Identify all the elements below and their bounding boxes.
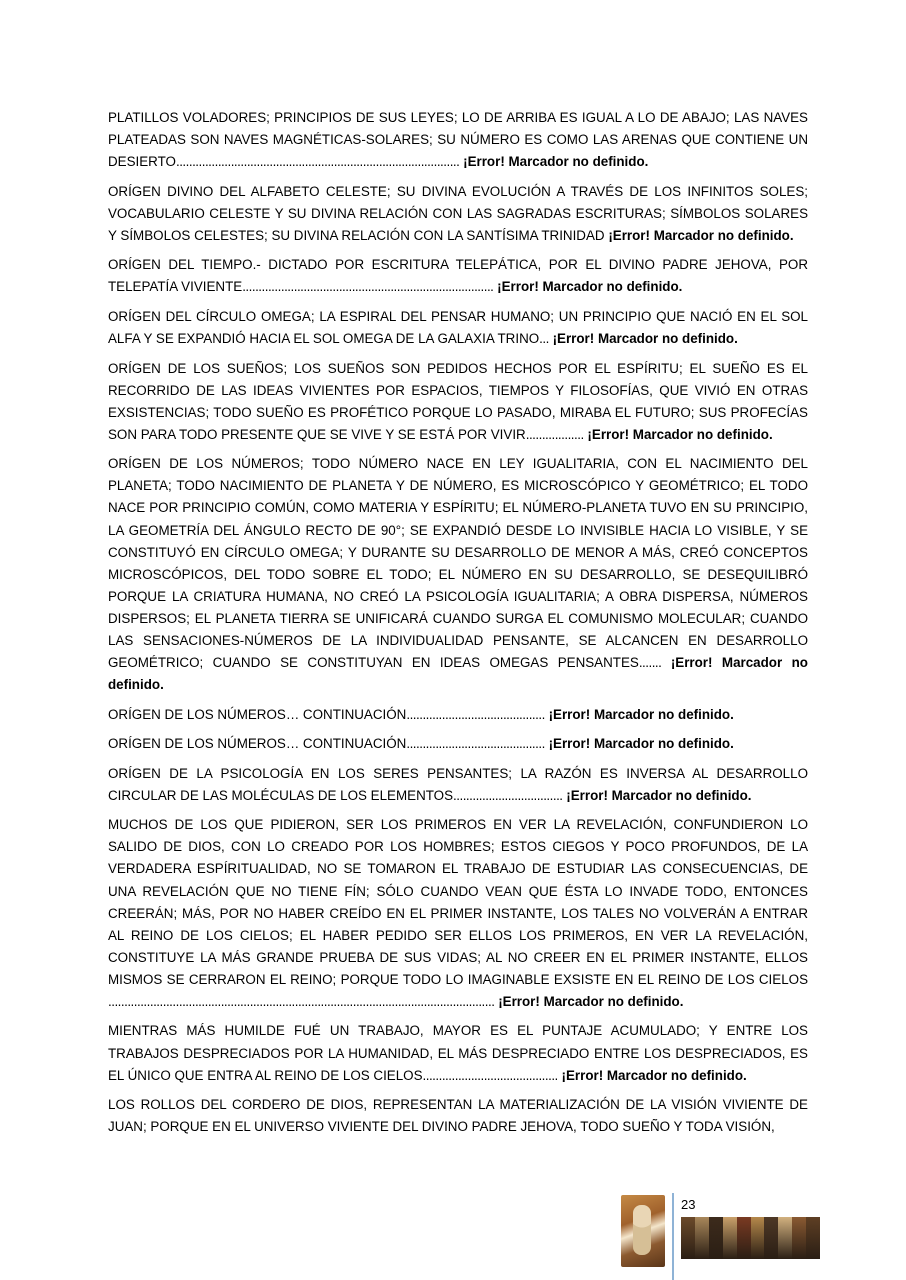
toc-entry-title: ORÍGEN DEL TIEMPO.- DICTADO POR ESCRITURA TELEPÁTICA, POR EL DIVINO PADRE JEHOVA, POR TELEPATÍA VIVIENTE [108, 257, 808, 295]
toc-entry[interactable] [108, 814, 808, 1013]
toc-entry[interactable] [108, 453, 808, 696]
toc-bookmark-error: ¡Error! Marcador no definido. [108, 655, 808, 693]
footer-image-strip [681, 1217, 820, 1259]
toc-dot-leader: .............................................................................. [242, 279, 494, 295]
toc-entry-title: ORÍGEN DE LOS NÚMEROS… CONTINUACIÓN [108, 736, 407, 752]
toc-bookmark-error: ¡Error! Marcador no definido. [548, 706, 734, 722]
toc-dot-leader: ........................................................................................ [175, 154, 460, 170]
toc-entry[interactable] [108, 733, 808, 755]
toc-entry[interactable] [108, 763, 808, 807]
toc-dot-leader: ... [539, 331, 549, 347]
toc-dot-leader: .................. [525, 426, 584, 442]
toc-bookmark-error: ¡Error! Marcador no definido. [561, 1067, 747, 1083]
toc-bookmark-error: ¡Error! Marcador no definido. [552, 331, 738, 347]
toc-bookmark-error: ¡Error! Marcador no definido. [608, 227, 794, 243]
toc-dot-leader: ........................................................................................................................ [108, 993, 495, 1009]
toc-entry[interactable] [108, 254, 808, 298]
toc-bookmark-error: ¡Error! Marcador no definido. [548, 736, 734, 752]
footer-divider [672, 1193, 674, 1280]
toc-dot-leader: ........................................... [406, 706, 545, 722]
toc-bookmark-error: ¡Error! Marcador no definido. [566, 787, 752, 803]
footer-strip-photo [723, 1217, 737, 1259]
footer-strip-photo [695, 1217, 709, 1259]
toc-entry[interactable] [108, 704, 808, 726]
toc-dot-leader: ........................................... [406, 736, 545, 752]
toc-entry-title: MIENTRAS MÁS HUMILDE FUÉ UN TRABAJO, MAYOR ES EL PUNTAJE ACUMULADO; Y ENTRE LOS TRABAJOS DESPRECIADOS POR LA HUMANIDAD, EL MÁS DESPRECIADO ENTRE LOS DESPRECIADOS, ES EL ÚNICO QUE ENTRA AL REINO DE LOS CIELOS [108, 1023, 808, 1083]
toc-entry-title: LOS ROLLOS DEL CORDERO DE DIOS, REPRESENTAN LA MATERIALIZACIÓN DE LA VISIÓN VIVIENTE DE JUAN; PORQUE EN EL UNIVERSO VIVIENTE DEL DIVINO PADRE JEHOVA, TODO SUEÑO Y TODA VISIÓN, [108, 1097, 808, 1135]
toc-entry[interactable] [108, 358, 808, 446]
footer-logo-image [621, 1195, 665, 1267]
footer-strip-photo [709, 1217, 723, 1259]
toc-bookmark-error: ¡Error! Marcador no definido. [498, 993, 684, 1009]
toc-dot-leader: ....... [638, 655, 662, 671]
page-number: 23 [681, 1197, 696, 1212]
toc-entry[interactable] [108, 107, 808, 173]
toc-bookmark-error: ¡Error! Marcador no definido. [497, 279, 683, 295]
toc-page [108, 107, 808, 1138]
toc-entry[interactable] [108, 1094, 808, 1138]
toc-entry-title: PLATILLOS VOLADORES; PRINCIPIOS DE SUS LEYES; LO DE ARRIBA ES IGUAL A LO DE ABAJO; LAS NAVES PLATEADAS SON NAVES MAGNÉTICAS-SOLARES; SU NÚMERO ES COMO LAS ARENAS QUE CONTIENE UN DESIERTO [108, 110, 808, 170]
toc-bookmark-error: ¡Error! Marcador no definido. [463, 154, 649, 170]
toc-entry-title: ORÍGEN DEL CÍRCULO OMEGA; LA ESPIRAL DEL PENSAR HUMANO; UN PRINCIPIO QUE NACIÓ EN EL SOL ALFA Y SE EXPANDIÓ HACIA EL SOL OMEGA DE LA GALAXIA TRINO [108, 308, 808, 347]
footer-strip-photo [681, 1217, 695, 1259]
footer-strip-photo [792, 1217, 806, 1259]
toc-dot-leader: .................................. [453, 787, 563, 803]
toc-entry-title: ORÍGEN DE LOS NÚMEROS; TODO NÚMERO NACE EN LEY IGUALITARIA, CON EL NACIMIENTO DEL PLANETA; TODO NACIMIENTO DE PLANETA Y DE NÚMERO, ES MICROSCÓPICO Y GEOMÉTRICO; EL TODO NACE POR PRINCIPIO COMÚN, COMO MATERIA Y ESPÍRITU; EL NÚMERO-PLANETA TUVO EN SU PRINCIPIO, LA GEOMETRÍA DEL ÁNGULO RECTO DE 90°; SE EXPANDIÓ DESDE LO INVISIBLE HACIA LO VISIBLE, Y SE CONSTITUYÓ EN CÍRCULO OMEGA; Y DURANTE SU DESARROLLO DE MENOR A MÁS, CREÓ CONCEPTOS MICROSCÓPICOS, DEL TODO SOBRE EL TODO; EL NÚMERO EN SU DESARROLLO, SE DESEQUILIBRÓ PORQUE LA CRIATURA HUMANA, NO CREÓ LA PSICOLOGÍA IGUALITARIA; A OBRA DISPERSA, NÚMEROS DISPERSOS; EL PLANETA TIERRA SE UNIFICARÁ CUANDO SURGA EL COMUNISMO MOLECULAR; CUANDO LAS SENSACIONES-NÚMEROS DE LA INDIVIDUALIDAD PENSANTE, SE ALCANCEN EN DESARROLLO GEOMÉTRICO; CUANDO SE CONSTITUYAN EN IDEAS OMEGAS PENSANTES [108, 456, 808, 671]
toc-entry-title: ORÍGEN DIVINO DEL ALFABETO CELESTE; SU DIVINA EVOLUCIÓN A TRAVÉS DE LOS INFINITOS SOLES; VOCABULARIO CELESTE Y SU DIVINA RELACIÓN CON LAS SAGRADAS ESCRITURAS; SÍMBOLOS SOLARES Y SÍMBOLOS CELESTES; SU DIVINA RELACIÓN CON LA SANTÍSIMA TRINIDAD [108, 183, 808, 243]
footer-strip-photo [737, 1217, 751, 1259]
toc-bookmark-error: ¡Error! Marcador no definido. [587, 426, 773, 442]
toc-entry[interactable] [108, 306, 808, 350]
toc-entry[interactable] [108, 181, 808, 247]
toc-dot-leader: .......................................... [422, 1067, 558, 1083]
toc-entry[interactable] [108, 1020, 808, 1086]
footer-strip-photo [751, 1217, 765, 1259]
footer-strip-photo [806, 1217, 820, 1259]
toc-entry-title: ORÍGEN DE LA PSICOLOGÍA EN LOS SERES PENSANTES; LA RAZÓN ES INVERSA AL DESARROLLO CIRCULAR DE LAS MOLÉCULAS DE LOS ELEMENTOS [108, 765, 808, 803]
toc-entry-title: ORÍGEN DE LOS NÚMEROS… CONTINUACIÓN [108, 706, 407, 722]
footer-strip-photo [764, 1217, 778, 1259]
footer-strip-photo [778, 1217, 792, 1259]
toc-entry-title: ORÍGEN DE LOS SUEÑOS; LOS SUEÑOS SON PEDIDOS HECHOS POR EL ESPÍRITU; EL SUEÑO ES EL RECORRIDO DE LAS IDEAS VIVIENTES POR ESPACIOS, TIEMPOS Y FILOSOFÍAS, QUE VIVIÓ EN OTRAS EXSISTENCIAS; TODO SUEÑO ES PROFÉTICO PORQUE LO PASADO, MIRABA EL FUTURO; SUS PROFECÍAS SON PARA TODO PRESENTE QUE SE VIVE Y SE ESTÁ POR VIVIR [108, 360, 808, 442]
toc-entry-title: MUCHOS DE LOS QUE PIDIERON, SER LOS PRIMEROS EN VER LA REVELACIÓN, CONFUNDIERON LO SALIDO DE DIOS, CON LO CREADO POR LOS HOMBRES; ESTOS CIEGOS Y POCO PROFUNDOS, DE LA VERDADERA ESPÍRITUALIDAD, NO SE TOMARON EL TRABAJO DE ESTUDIAR LAS CONSECUENCIAS, DE UNA REVELACIÓN QUE NO TIENE FÍN; SÓLO CUANDO VEAN QUE ÉSTA LO INVADE TODO, ENTONCES CREERÁN; MÁS, POR NO HABER CREÍDO EN EL PRIMER INSTANTE, LOS TALES NO VOLVERÁN A ENTRAR AL REINO DE LOS CIELOS; EL HABER PEDIDO SER ELLOS LOS PRIMEROS, EN VER LA REVELACIÓN, CONSTITUYE LA MÁS GRANDE PRUEBA DE SUS VIDAS; AL NO CREER EN EL PRIMER INSTANTE, ELLOS MISMOS SE CERRARON EL REINO; PORQUE TODO LO IMAGINABLE EXSISTE EN EL REINO DE LOS CIELOS [108, 817, 808, 987]
